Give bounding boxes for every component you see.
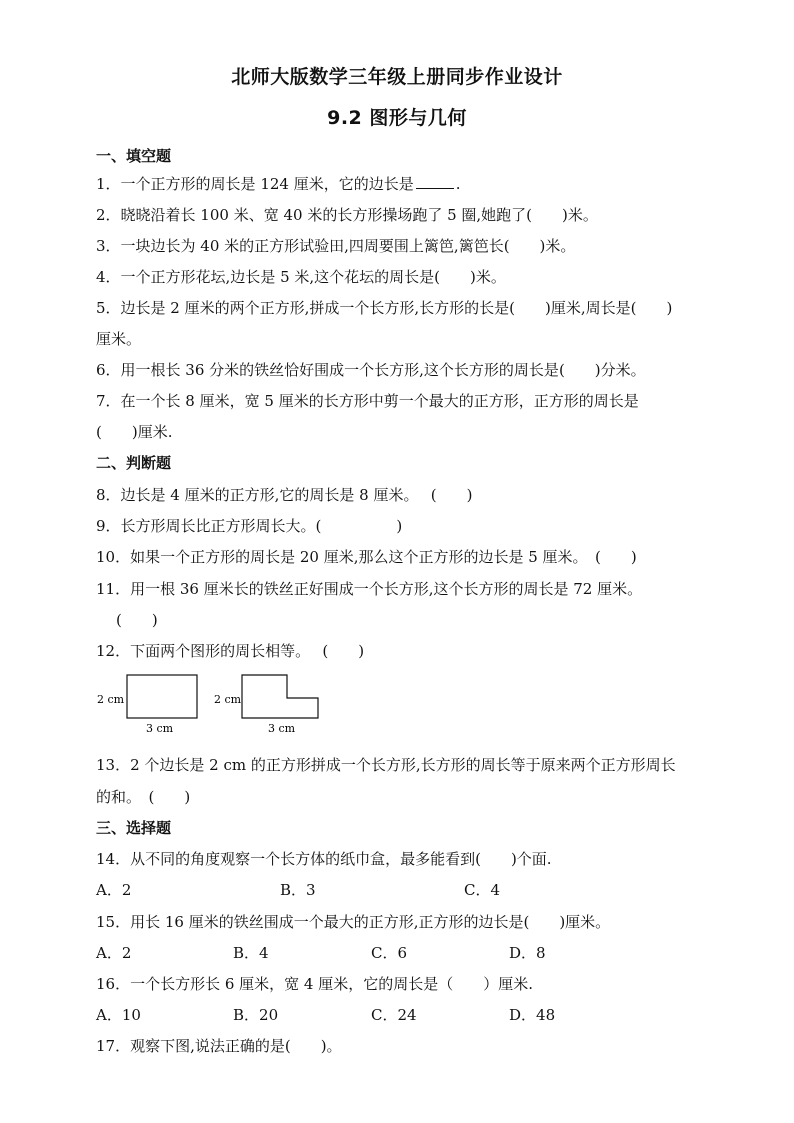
question-1 xyxy=(96,173,706,194)
section-multiple-choice: 三、选择题 xyxy=(96,819,172,837)
q15-option-a[interactable]: A．2 xyxy=(96,944,132,962)
q16-option-b[interactable]: B．20 xyxy=(233,1006,279,1024)
question-14: 14．从不同的角度观察一个长方体的纸巾盒，最多能看到( )个面. xyxy=(96,850,552,868)
question-13-continued: 的和。 ( ) xyxy=(96,788,191,806)
q15-option-c[interactable]: C．6 xyxy=(371,944,408,962)
page-subtitle: 9.2 图形与几何 xyxy=(327,107,467,129)
question-11: 11．用一根 36 厘米长的铁丝正好围成一个长方形,这个长方形的周长是 72 厘米。 xyxy=(96,580,643,598)
q14-option-a[interactable]: A．2 xyxy=(96,881,132,899)
question-12: 12．下面两个图形的周长相等。 ( ) xyxy=(96,642,365,660)
q16-option-d[interactable]: D．48 xyxy=(509,1006,556,1024)
q16-option-c[interactable]: C．24 xyxy=(371,1006,417,1024)
question-7-continued: ( )厘米. xyxy=(96,423,173,441)
question-7: 7．在一个长 8 厘米，宽 5 厘米的长方形中剪一个最大的正方形，正方形的周长是 xyxy=(96,392,639,410)
question-15: 15．用长 16 厘米的铁丝围成一个最大的正方形,正方形的边长是( )厘米。 xyxy=(96,913,611,931)
question-5-continued: 厘米。 xyxy=(96,330,142,348)
question-16: 16．一个长方形长 6 厘米，宽 4 厘米，它的周长是（ ）厘米. xyxy=(96,975,534,993)
question-10: 10．如果一个正方形的周长是 20 厘米,那么这个正方形的边长是 5 厘米。 ( ) xyxy=(96,548,637,566)
question-5: 5．边长是 2 厘米的两个正方形,拼成一个长方形,长方形的长是( )厘米,周长是( ) xyxy=(96,299,673,317)
question-8: 8．边长是 4 厘米的正方形,它的周长是 8 厘米。 ( ) xyxy=(96,486,473,504)
answer-blank[interactable] xyxy=(416,174,454,189)
question-1-end: . xyxy=(455,175,461,193)
left-rectangle xyxy=(127,675,197,718)
question-2: 2．晓晓沿着长 100 米、宽 40 米的长方形操场跑了 5 圈,她跑了( )米。 xyxy=(96,206,598,224)
question-4: 4．一个正方形花坛,边长是 5 米,这个花坛的周长是( )米。 xyxy=(96,268,506,286)
q15-option-d[interactable]: D．8 xyxy=(509,944,546,962)
question-12-figure xyxy=(90,668,330,740)
left-shape-height-label: 2 cm xyxy=(97,693,125,706)
page-title: 北师大版数学三年级上册同步作业设计 xyxy=(231,66,563,88)
q15-option-b[interactable]: B．4 xyxy=(233,944,269,962)
right-shape-width-label: 3 cm xyxy=(268,722,296,735)
question-3: 3．一块边长为 40 米的正方形试验田,四周要围上篱笆,篱笆长( )米。 xyxy=(96,237,576,255)
question-17: 17．观察下图,说法正确的是( )。 xyxy=(96,1037,342,1055)
section-true-false: 二、判断题 xyxy=(96,454,172,472)
right-notched-shape xyxy=(242,675,318,718)
q14-option-c[interactable]: C．4 xyxy=(464,881,501,899)
question-13: 13．2 个边长是 2 cm 的正方形拼成一个长方形,长方形的周长等于原来两个正方形周长 xyxy=(96,756,676,774)
right-shape-height-label: 2 cm xyxy=(214,693,242,706)
q14-option-b[interactable]: B．3 xyxy=(280,881,316,899)
question-6: 6．用一根长 36 分米的铁丝恰好围成一个长方形,这个长方形的周长是( )分米。 xyxy=(96,361,646,379)
q16-option-a[interactable]: A．10 xyxy=(96,1006,141,1024)
question-1-text: 1．一个正方形的周长是 124 厘米，它的边长是 xyxy=(96,175,414,193)
left-shape-width-label: 3 cm xyxy=(146,722,174,735)
section-fill-in: 一、填空题 xyxy=(96,147,172,165)
question-11-continued: ( ) xyxy=(116,611,158,629)
question-9: 9．长方形周长比正方形周长大。( ) xyxy=(96,517,403,535)
